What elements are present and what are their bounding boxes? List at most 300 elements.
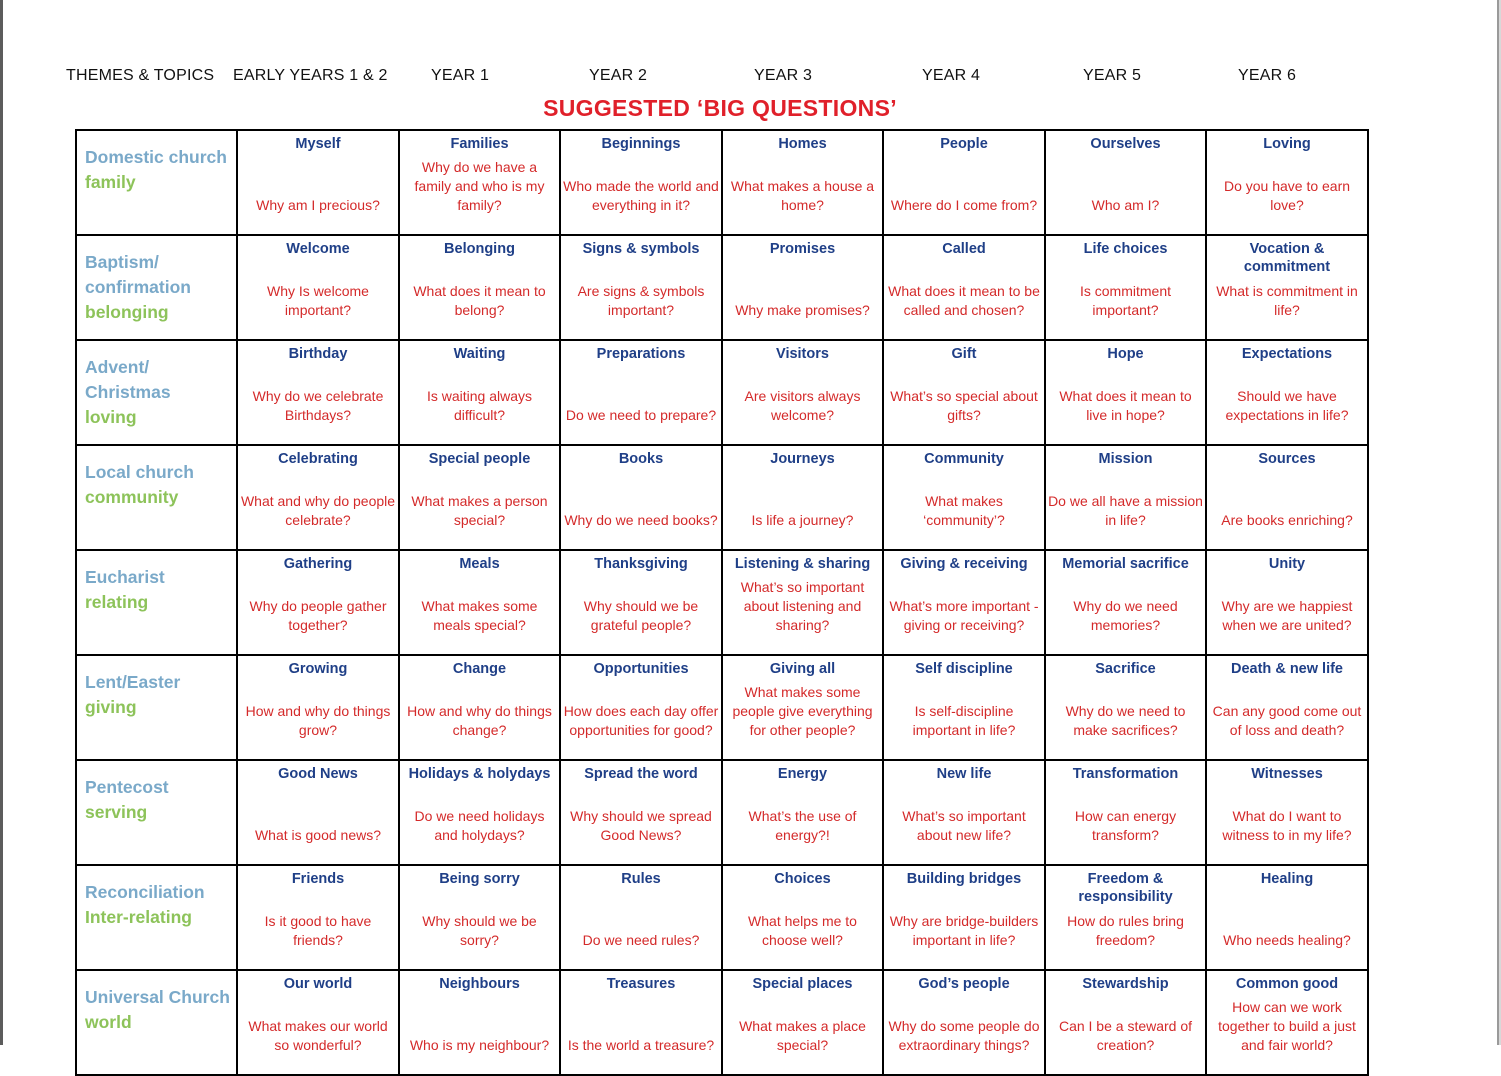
topic-cell xyxy=(237,550,399,655)
big-question: Why are we happiest when we are united? xyxy=(1221,598,1353,633)
theme-value: giving xyxy=(85,697,137,717)
theme-name: Reconciliation xyxy=(85,882,205,902)
topic-cell-content xyxy=(1207,131,1367,220)
big-question: What is commitment in life? xyxy=(1216,283,1358,318)
topic-cell xyxy=(1045,655,1206,760)
theme-cell xyxy=(76,655,237,760)
topic-cell-content xyxy=(561,971,721,1060)
topic-cell xyxy=(883,445,1045,550)
topic-cell xyxy=(883,340,1045,445)
topic-cell xyxy=(237,445,399,550)
topic-cell-content xyxy=(723,131,882,220)
theme-value: relating xyxy=(85,592,149,612)
topic-cell xyxy=(237,340,399,445)
topic-cell-content xyxy=(238,971,398,1060)
big-question: What makes our world so wonderful? xyxy=(248,1018,388,1053)
topic-cell-content xyxy=(561,341,721,430)
topic-title: Special places xyxy=(752,976,853,992)
topic-cell-content xyxy=(400,236,559,325)
header-year-6: YEAR 6 xyxy=(1238,67,1297,84)
topic-cell xyxy=(237,970,399,1075)
topic-title: Special people xyxy=(428,451,531,467)
topic-cell-content xyxy=(1046,656,1205,745)
big-question: Is self-discipline important in life? xyxy=(912,703,1016,738)
table-row xyxy=(76,235,1368,340)
theme-name: Lent/Easter xyxy=(85,672,181,692)
topic-title: Opportunities xyxy=(593,661,689,677)
topic-cell xyxy=(883,970,1045,1075)
big-question: Do we all have a mission in life? xyxy=(1048,493,1203,528)
topic-cell xyxy=(1045,445,1206,550)
topic-title: Waiting xyxy=(453,346,506,362)
header-year-3: YEAR 3 xyxy=(754,67,813,84)
big-question: Do we need holidays and holydays? xyxy=(414,808,545,843)
topic-cell-content xyxy=(561,551,721,640)
big-question: Why do we celebrate Birthdays? xyxy=(252,388,384,423)
topic-cell xyxy=(722,655,883,760)
topic-cell xyxy=(399,865,560,970)
topic-cell xyxy=(722,760,883,865)
big-question: What makes ‘community’? xyxy=(923,493,1005,528)
topic-cell-content xyxy=(561,866,721,955)
topic-cell xyxy=(560,340,722,445)
topic-cell xyxy=(883,655,1045,760)
theme-cell xyxy=(76,970,237,1075)
topic-title: Choices xyxy=(774,871,831,887)
topic-title: Rules xyxy=(621,871,661,887)
topic-cell xyxy=(1206,865,1368,970)
big-question: What does it mean to be called and chosen? xyxy=(888,283,1040,318)
topic-title: Mission xyxy=(1098,451,1153,467)
theme-value: world xyxy=(85,1012,132,1032)
topic-title: Celebrating xyxy=(278,451,358,467)
topic-title: Visitors xyxy=(776,346,829,362)
theme-cell xyxy=(76,445,237,550)
column-headers xyxy=(0,67,1501,91)
topic-title: Birthday xyxy=(288,346,348,362)
topic-cell xyxy=(1206,235,1368,340)
topic-title: Being sorry xyxy=(439,871,520,887)
big-question: Why should we be grateful people? xyxy=(583,598,699,633)
topic-cell xyxy=(237,655,399,760)
topic-cell xyxy=(1045,340,1206,445)
theme-name: Domestic church xyxy=(85,147,227,167)
header-year-1: YEAR 1 xyxy=(431,67,490,84)
topic-cell xyxy=(399,445,560,550)
topic-cell-content xyxy=(1046,761,1205,850)
topic-title: Our world xyxy=(283,976,353,992)
topic-cell-content xyxy=(884,551,1044,640)
topic-title: Journeys xyxy=(770,451,835,467)
header-early-years: EARLY YEARS 1 & 2 xyxy=(233,67,388,84)
topic-cell-content xyxy=(238,866,398,955)
topic-cell-content xyxy=(884,446,1044,535)
topic-title: Neighbours xyxy=(439,976,520,992)
topic-cell-content xyxy=(400,131,559,220)
big-question: Should we have expectations in life? xyxy=(1225,388,1349,423)
topic-cell-content xyxy=(238,761,398,850)
topic-cell xyxy=(1206,550,1368,655)
topic-title: Transformation xyxy=(1072,766,1179,782)
topic-title: Books xyxy=(618,451,664,467)
big-question: What makes some people give everything for other people? xyxy=(732,684,873,738)
page-title: SUGGESTED ‘BIG QUESTIONS’ xyxy=(543,95,897,121)
big-question: What makes a place special? xyxy=(739,1018,866,1053)
theme-value: serving xyxy=(85,802,148,822)
topic-cell-content xyxy=(400,761,559,850)
topic-cell-content xyxy=(400,866,559,955)
window-left-edge xyxy=(0,0,3,1045)
big-question: How does each day offer opportunities for good? xyxy=(563,703,719,738)
theme-cell xyxy=(76,235,237,340)
topic-title: Memorial sacrifice xyxy=(1062,556,1189,572)
topic-title: Witnesses xyxy=(1251,766,1323,782)
header-year-2: YEAR 2 xyxy=(589,67,648,84)
big-question: What does it mean to belong? xyxy=(413,283,546,318)
topic-cell xyxy=(722,130,883,235)
theme-cell xyxy=(76,130,237,235)
topic-cell-content xyxy=(561,656,721,745)
topic-title: Growing xyxy=(288,661,348,677)
topic-title: Ourselves xyxy=(1090,136,1161,152)
topic-title: Meals xyxy=(459,556,500,572)
topic-title: Preparations xyxy=(596,346,686,362)
big-question: How can we work together to build a just and fair world? xyxy=(1218,999,1356,1053)
theme-cell xyxy=(76,340,237,445)
big-question: What’s so important about listening and sharing? xyxy=(740,579,865,633)
topic-cell-content xyxy=(1207,971,1367,1060)
theme-name: Advent/ xyxy=(85,357,150,377)
topic-cell xyxy=(883,865,1045,970)
big-question: What do I want to witness to in my life? xyxy=(1222,808,1352,843)
topic-title: Life choices xyxy=(1083,241,1168,257)
topic-cell xyxy=(237,865,399,970)
topic-cell xyxy=(237,235,399,340)
topic-cell-content xyxy=(1046,341,1205,430)
topic-cell-content xyxy=(723,656,882,745)
topic-cell-content xyxy=(723,236,882,325)
topic-cell xyxy=(560,655,722,760)
theme-cell xyxy=(76,760,237,865)
topic-cell-content xyxy=(1046,446,1205,535)
topic-cell-content xyxy=(884,761,1044,850)
big-question: Are signs & symbols important? xyxy=(577,283,705,318)
theme-value: Inter-relating xyxy=(85,907,192,927)
topic-cell xyxy=(722,340,883,445)
big-question: What and why do people celebrate? xyxy=(240,493,396,528)
topic-cell xyxy=(1206,130,1368,235)
topic-title: Hope xyxy=(1107,346,1144,362)
topic-cell-content xyxy=(723,446,882,535)
topic-cell xyxy=(560,130,722,235)
topic-cell-content xyxy=(1046,971,1205,1060)
topic-title: Expectations xyxy=(1241,346,1333,362)
topic-cell-content xyxy=(1046,131,1205,220)
topic-cell xyxy=(399,550,560,655)
topic-cell-content xyxy=(238,446,398,535)
topic-cell xyxy=(560,970,722,1075)
big-question: Who made the world and everything in it? xyxy=(563,178,719,213)
table-row xyxy=(76,130,1368,235)
topic-cell xyxy=(883,235,1045,340)
topic-cell-content xyxy=(561,761,721,850)
topic-cell-content xyxy=(884,341,1044,430)
topic-cell-content xyxy=(884,131,1044,220)
topic-title: Homes xyxy=(778,136,827,152)
big-question: Where do I come from? xyxy=(890,197,1038,213)
topic-cell-content xyxy=(1207,236,1367,325)
topic-cell xyxy=(560,235,722,340)
header-year-4: YEAR 4 xyxy=(922,67,981,84)
big-question: Is commitment important? xyxy=(1079,283,1171,318)
topic-cell-content xyxy=(1207,761,1367,850)
topic-cell xyxy=(399,235,560,340)
topic-cell xyxy=(1206,970,1368,1075)
topic-cell-content xyxy=(723,971,882,1060)
topic-cell-content xyxy=(561,446,721,535)
topic-title: Belonging xyxy=(444,241,515,257)
topic-title: Myself xyxy=(295,136,341,152)
topic-cell-content xyxy=(400,341,559,430)
theme-value: loving xyxy=(85,407,137,427)
topic-cell-content xyxy=(723,341,882,430)
big-question: Can any good come out of loss and death? xyxy=(1212,703,1362,738)
big-question: What’s the use of energy?! xyxy=(748,808,857,843)
topic-cell-content xyxy=(1046,236,1205,325)
big-question: How and why do things grow? xyxy=(245,703,391,738)
topic-cell xyxy=(399,340,560,445)
topic-cell xyxy=(1045,760,1206,865)
topic-cell-content xyxy=(400,446,559,535)
table-row xyxy=(76,760,1368,865)
big-question: Why do we need books? xyxy=(564,512,718,528)
topic-cell xyxy=(1206,445,1368,550)
topic-cell-content xyxy=(400,551,559,640)
big-question: Who needs healing? xyxy=(1223,932,1351,948)
topic-cell xyxy=(1206,340,1368,445)
topic-title: Listening & sharing xyxy=(734,556,871,572)
big-question: What’s so important about new life? xyxy=(902,808,1026,843)
topic-cell xyxy=(560,865,722,970)
big-question: What’s more important - giving or receiving? xyxy=(889,598,1039,633)
topic-title: Called xyxy=(942,241,986,257)
topic-cell xyxy=(722,550,883,655)
big-question: Why make promises? xyxy=(735,302,870,318)
theme-value: family xyxy=(85,172,136,192)
topic-cell xyxy=(237,760,399,865)
topic-cell xyxy=(722,865,883,970)
topic-title: God’s people xyxy=(918,976,1010,992)
big-question: What is good news? xyxy=(254,827,382,843)
table-row xyxy=(76,655,1368,760)
big-question: Do we need to prepare? xyxy=(565,407,717,423)
theme-name: Christmas xyxy=(85,382,171,402)
topic-title: Beginnings xyxy=(601,136,681,152)
topic-cell xyxy=(1206,655,1368,760)
topic-cell-content xyxy=(1046,866,1205,955)
topic-title: Loving xyxy=(1263,136,1311,152)
topic-title: Gathering xyxy=(283,556,353,572)
topic-cell xyxy=(1045,550,1206,655)
theme-name: confirmation xyxy=(85,277,191,297)
topic-title: Welcome xyxy=(286,241,350,257)
theme-name: Eucharist xyxy=(85,567,165,587)
theme-cell xyxy=(76,550,237,655)
topic-cell-content xyxy=(1207,446,1367,535)
topic-title: Common good xyxy=(1235,976,1339,992)
big-question: Why do we need to make sacrifices? xyxy=(1065,703,1186,738)
topic-cell-content xyxy=(1046,551,1205,640)
topic-title: Self discipline xyxy=(915,661,1013,677)
topic-cell-content xyxy=(238,656,398,745)
topic-cell-content xyxy=(723,551,882,640)
topic-cell xyxy=(399,760,560,865)
topic-cell xyxy=(560,760,722,865)
topic-cell xyxy=(399,655,560,760)
big-question: Why am I precious? xyxy=(256,197,380,213)
topic-title: Sources xyxy=(1258,451,1316,467)
topic-cell-content xyxy=(884,866,1044,955)
topic-title: Promises xyxy=(769,241,836,257)
big-question: Are visitors always welcome? xyxy=(744,388,861,423)
theme-value: belonging xyxy=(85,302,169,322)
big-question: Why do we have a family and who is my family? xyxy=(414,159,545,213)
topic-cell-content xyxy=(723,761,882,850)
topic-cell xyxy=(399,130,560,235)
topic-cell xyxy=(722,235,883,340)
theme-cell xyxy=(76,865,237,970)
table-row xyxy=(76,865,1368,970)
topic-title: Healing xyxy=(1260,871,1314,887)
topic-cell xyxy=(1045,970,1206,1075)
topic-title: Community xyxy=(924,451,1004,467)
topic-cell xyxy=(883,130,1045,235)
topic-cell-content xyxy=(884,236,1044,325)
big-question: Why are bridge-builders important in life? xyxy=(889,913,1039,948)
topic-cell xyxy=(1045,235,1206,340)
topic-cell-content xyxy=(238,131,398,220)
topic-title: Freedom & responsibility xyxy=(1078,871,1173,905)
big-question: Why should we be sorry? xyxy=(422,913,537,948)
topic-title: Stewardship xyxy=(1082,976,1169,992)
topic-title: Signs & symbols xyxy=(582,241,700,257)
big-questions-table xyxy=(75,129,1369,1076)
big-question: What’s so special about gifts? xyxy=(890,388,1038,423)
big-question: Do we need rules? xyxy=(582,932,700,948)
topic-title: Treasures xyxy=(606,976,676,992)
big-question: Is life a journey? xyxy=(751,512,854,528)
big-question: Is the world a treasure? xyxy=(567,1037,715,1053)
topic-cell-content xyxy=(1207,341,1367,430)
big-question: Who is my neighbour? xyxy=(409,1037,550,1053)
topic-title: People xyxy=(940,136,988,152)
big-question: Why do some people do extraordinary things? xyxy=(888,1018,1040,1053)
big-question: How can energy transform? xyxy=(1074,808,1177,843)
topic-title: Good News xyxy=(278,766,358,782)
big-question: What does it mean to live in hope? xyxy=(1059,388,1192,423)
big-question: Can I be a steward of creation? xyxy=(1058,1018,1193,1053)
theme-name: Universal Church xyxy=(85,987,230,1007)
big-question: How and why do things change? xyxy=(407,703,552,738)
big-question: What makes a house a home? xyxy=(730,178,875,213)
topic-cell xyxy=(560,445,722,550)
big-question: Is it good to have friends? xyxy=(264,913,372,948)
topic-cell-content xyxy=(238,236,398,325)
theme-name: Pentecost xyxy=(85,777,169,797)
big-question: What makes a person special? xyxy=(411,493,548,528)
topic-cell xyxy=(722,445,883,550)
topic-title: Change xyxy=(452,661,507,677)
topic-title: Energy xyxy=(777,766,828,782)
theme-name: Local church xyxy=(85,462,194,482)
table-row xyxy=(76,550,1368,655)
topic-title: Sacrifice xyxy=(1095,661,1156,677)
topic-cell-content xyxy=(400,971,559,1060)
topic-cell xyxy=(722,970,883,1075)
topic-title: New life xyxy=(936,766,992,782)
big-question: Why do people gather together? xyxy=(249,598,387,633)
topic-cell xyxy=(560,550,722,655)
topic-cell-content xyxy=(884,971,1044,1060)
topic-cell-content xyxy=(400,656,559,745)
topic-title: Giving & receiving xyxy=(900,556,1028,572)
header-themes-topics: THEMES & TOPICS xyxy=(66,67,215,84)
topic-cell-content xyxy=(1207,656,1367,745)
topic-title: Death & new life xyxy=(1231,661,1343,677)
table-row xyxy=(76,340,1368,445)
topic-title: Spread the word xyxy=(584,766,698,782)
big-question: Why Is welcome important? xyxy=(267,283,369,318)
topic-title: Families xyxy=(450,136,509,152)
big-question: Is waiting always difficult? xyxy=(426,388,533,423)
topic-cell-content xyxy=(1207,551,1367,640)
table-row xyxy=(76,445,1368,550)
topic-title: Thanksgiving xyxy=(594,556,688,572)
big-question: Are books enriching? xyxy=(1221,512,1353,528)
theme-name: Baptism/ xyxy=(85,252,159,272)
topic-cell xyxy=(883,550,1045,655)
big-question: How do rules bring freedom? xyxy=(1067,913,1184,948)
topic-cell-content xyxy=(561,131,721,220)
topic-title: Friends xyxy=(291,871,345,887)
topic-title: Building bridges xyxy=(906,871,1022,887)
topic-cell-content xyxy=(238,551,398,640)
topic-cell xyxy=(1045,130,1206,235)
big-question: What helps me to choose well? xyxy=(748,913,857,948)
topic-cell-content xyxy=(1207,866,1367,955)
topic-cell-content xyxy=(561,236,721,325)
topic-title: Holidays & holydays xyxy=(408,766,551,782)
topic-cell-content xyxy=(723,866,882,955)
topic-cell-content xyxy=(238,341,398,430)
big-question: Why do we need memories? xyxy=(1073,598,1178,633)
topic-title: Unity xyxy=(1268,556,1306,572)
topic-title: Gift xyxy=(951,346,977,362)
topic-cell xyxy=(399,970,560,1075)
topic-cell xyxy=(1206,760,1368,865)
topic-title: Vocation & commitment xyxy=(1243,241,1331,275)
table-row xyxy=(76,970,1368,1075)
topic-cell xyxy=(237,130,399,235)
topic-cell xyxy=(1045,865,1206,970)
big-question: What makes some meals special? xyxy=(421,598,538,633)
header-year-5: YEAR 5 xyxy=(1083,67,1142,84)
topic-cell-content xyxy=(884,656,1044,745)
big-question: Who am I? xyxy=(1091,197,1160,213)
theme-value: community xyxy=(85,487,179,507)
big-question: Why should we spread Good News? xyxy=(570,808,712,843)
topic-cell xyxy=(883,760,1045,865)
